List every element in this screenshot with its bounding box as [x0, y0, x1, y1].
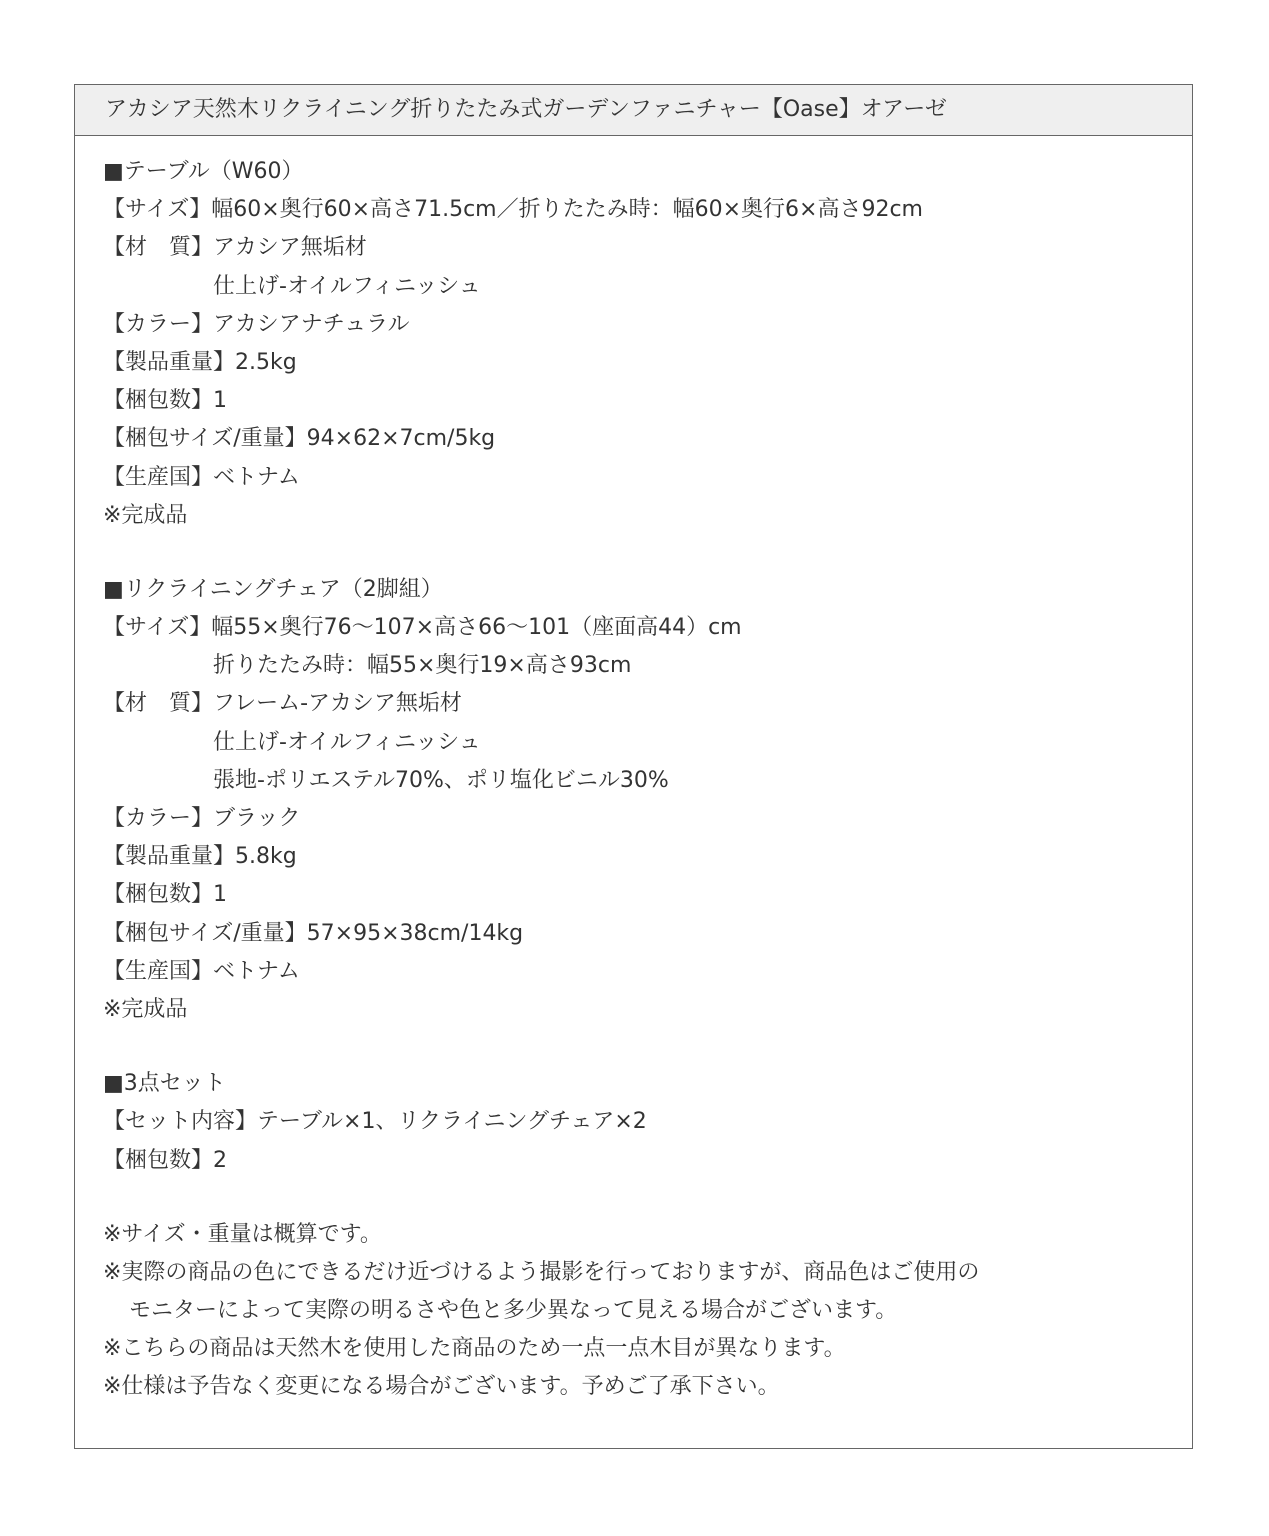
- note-line: ※実際の商品の色にできるだけ近づけるよう撮影を行っておりますが、商品色はご使用の: [103, 1259, 980, 1285]
- spec-line: ※完成品: [103, 996, 188, 1022]
- section-heading-chair: ■リクライニングチェア（2脚組）: [103, 576, 443, 602]
- product-title: アカシア天然木リクライニング折りたたみ式ガーデンファニチャー【Oase】オアーゼ: [75, 85, 1192, 136]
- spec-body: [103, 153, 1172, 1407]
- note-line: ※仕様は予告なく変更になる場合がございます。予めご了承下さい。: [103, 1374, 780, 1400]
- spec-line: 【生産国】ベトナム: [103, 464, 300, 490]
- spec-line: 【材 質】アカシア無垢材: [103, 235, 367, 261]
- spec-line: 【サイズ】幅60×奥行60×高さ71.5cm／折りたたみ時：幅60×奥行6×高さ92cm: [103, 197, 923, 223]
- note-line: モニターによって実際の明るさや色と多少異なって見える場合がございます。: [129, 1298, 898, 1324]
- section-heading-set: ■3点セット: [103, 1071, 226, 1097]
- spec-line: 【梱包数】1: [103, 388, 227, 414]
- note-line: ※サイズ・重量は概算です。: [103, 1221, 382, 1247]
- spec-line: 【カラー】アカシアナチュラル: [103, 311, 410, 337]
- spec-line: 【カラー】ブラック: [103, 806, 301, 831]
- spec-line: 【サイズ】幅55×奥行76～107×高さ66～101（座面高44）cm: [103, 615, 742, 641]
- spec-line: 【製品重量】2.5kg: [103, 349, 297, 375]
- spec-line: 【梱包サイズ/重量】57×95×38cm/14kg: [103, 920, 524, 946]
- section-gap: [103, 1029, 1172, 1065]
- spec-line: 【梱包サイズ/重量】94×62×7cm/5kg: [103, 426, 496, 452]
- spec-line: 仕上げ-オイルフィニッシュ: [213, 273, 481, 299]
- spec-line: ※完成品: [103, 502, 188, 528]
- spec-line: 仕上げ-オイルフィニッシュ: [213, 729, 481, 755]
- spec-line: 【梱包数】1: [103, 882, 227, 908]
- note-line: ※こちらの商品は天然木を使用した商品のため一点一点木目が異なります。: [103, 1336, 846, 1362]
- spec-table: [74, 84, 1193, 1449]
- section-heading-table: ■テーブル（W60）: [103, 159, 304, 184]
- spec-line: 【材 質】フレーム-アカシア無垢材: [103, 691, 462, 717]
- spec-line: 【生産国】ベトナム: [103, 958, 300, 984]
- spec-line: 【梱包数】2: [103, 1147, 227, 1173]
- section-gap: [103, 1180, 1172, 1216]
- spec-line: 【製品重量】5.8kg: [103, 844, 297, 870]
- spec-line: 折りたたみ時：幅55×奥行19×高さ93cm: [213, 653, 632, 679]
- section-gap: [103, 535, 1172, 571]
- spec-line: 【セット内容】テーブル×1、リクライニングチェア×2: [103, 1109, 647, 1135]
- spec-line: 張地-ポリエステル70%、ポリ塩化ビニル30%: [213, 767, 669, 793]
